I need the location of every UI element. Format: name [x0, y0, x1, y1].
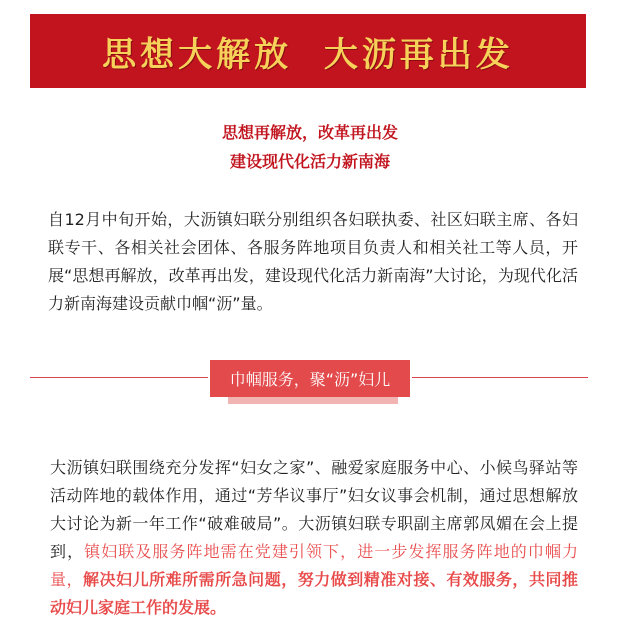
intro-subtitle-line2: 建设现代化活力新南海 — [229, 152, 390, 171]
section-paragraph-highlight: 镇妇联及服务阵地需在党建引领下，进一步发挥服务阵地的巾帼力量， — [50, 542, 578, 589]
section-divider-right — [412, 377, 588, 378]
section-paragraph-highlight-bold: 解决妇儿所难所需所急问题，努力做到精准对接、有效服务，共同推动妇儿家庭工作的发展。 — [50, 570, 578, 617]
intro-subtitle-line1: 思想再解放，改革再出发 — [221, 123, 398, 142]
section-heading: 巾帼服务，聚“沥”妇儿 — [210, 360, 410, 397]
section-paragraph-text: 大沥镇妇联围绕充分发挥“妇女之家”、融爱家庭服务中心、小候鸟驿站等活动阵地的载体作用，通过“芳华议事厅”妇女议事会机制，通过思想解放大讨论为新一年工作“破难破局”。大沥镇妇联专职副主席郭凤媚在会上提到， — [50, 458, 578, 561]
intro-paragraph: 自12月中旬开始，大沥镇妇联分别组织各妇联执委、社区妇联主席、各妇联专干、各相关社会团体、各服务阵地项目负责人和相关社工等人员，开展“思想再解放，改革再出发，建设现代化活力新南海”大讨论，为现代化活力新南海建设贡献巾帼“沥”量。 — [48, 210, 578, 313]
banner-title: 思想大解放 大沥再出发 — [102, 34, 514, 75]
title-banner — [30, 14, 586, 88]
section-divider-left — [30, 377, 208, 378]
section-heading-shadow — [228, 397, 398, 404]
section-paragraph — [50, 454, 578, 622]
